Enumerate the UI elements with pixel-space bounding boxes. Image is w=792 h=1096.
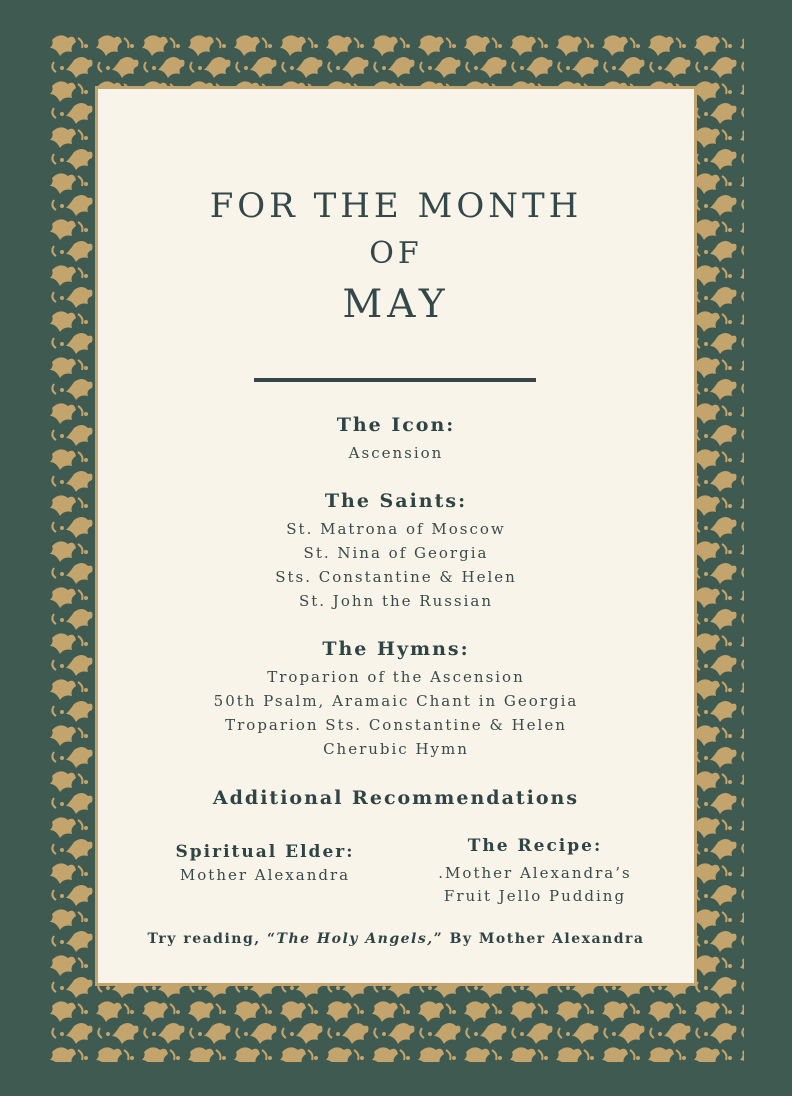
elder-heading: Spiritual Elder:	[175, 842, 355, 862]
hymns-heading: The Hymns:	[322, 638, 470, 660]
elder-value: Mother Alexandra	[179, 866, 351, 884]
icon-item: Ascension	[348, 444, 444, 462]
hymn-item: Troparion of the Ascension	[267, 668, 525, 686]
saint-item: Sts. Constantine & Helen	[275, 568, 517, 586]
recipe-line-2: Fruit Jello Pudding	[443, 887, 627, 905]
recipe-heading: The Recipe:	[467, 836, 603, 856]
saints-heading: The Saints:	[324, 490, 468, 512]
hymn-item: 50th Psalm, Aramaic Chant in Georgia	[213, 692, 579, 710]
title-line-1: FOR THE MONTH	[209, 186, 583, 226]
title-month: MAY	[342, 282, 450, 327]
recipe-line-1: .Mother Alexandra’s	[438, 864, 632, 882]
reading-suffix: ” By Mother Alexandra	[433, 931, 645, 947]
divider-rule	[254, 378, 536, 382]
saint-item: St. Nina of Georgia	[303, 544, 489, 562]
reading-prefix: Try reading, “	[147, 931, 277, 947]
hymn-item: Troparion Sts. Constantine & Helen	[225, 716, 567, 734]
additional-heading: Additional Recommendations	[212, 787, 580, 809]
icon-heading: The Icon:	[336, 414, 456, 436]
saint-item: St. Matrona of Moscow	[286, 520, 506, 538]
reading-recommendation	[0, 931, 792, 947]
hymn-item: Cherubic Hymn	[323, 740, 469, 758]
saint-item: St. John the Russian	[298, 592, 494, 610]
reading-book-title: The Holy Angels,	[276, 931, 434, 947]
title-line-2: OF	[369, 236, 423, 271]
